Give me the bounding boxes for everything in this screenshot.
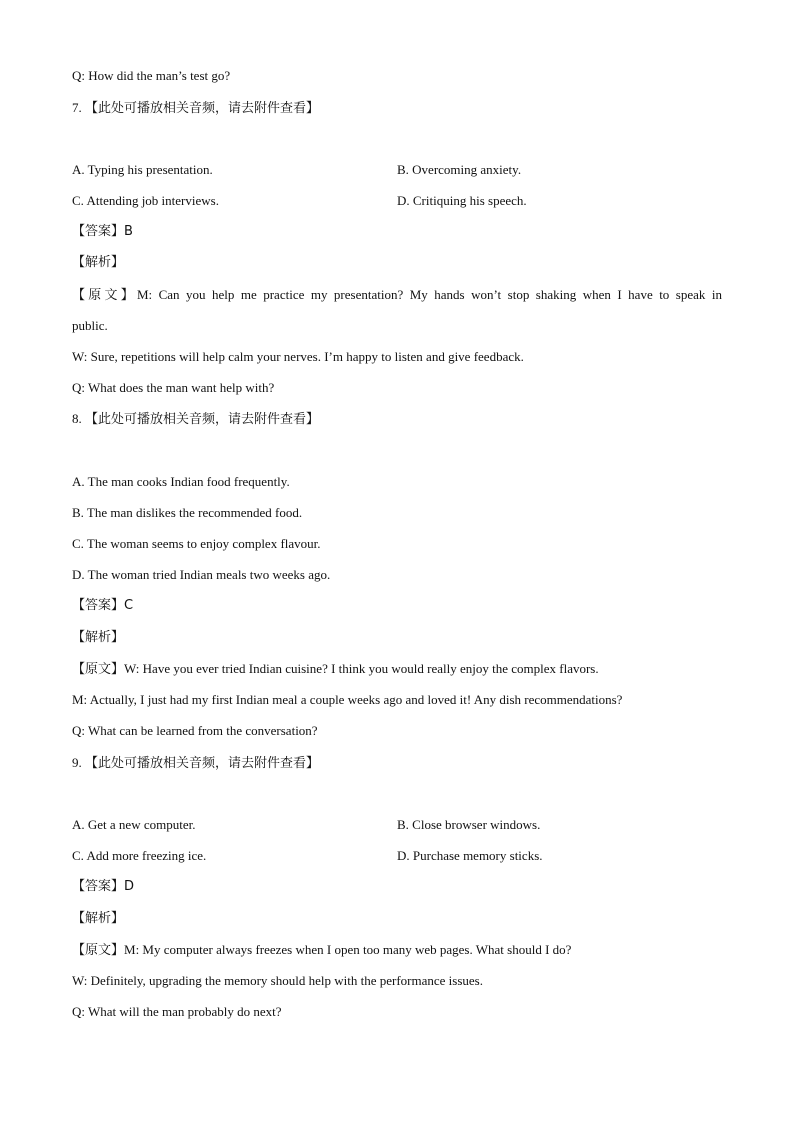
transcript-line — [72, 941, 571, 960]
analysis-label: 【解析】 — [72, 255, 125, 270]
option-c: C. Add more freezing ice. — [72, 848, 207, 863]
audio-placeholder-link[interactable]: 【此处可播放相关音频，请去附件查看】 — [85, 756, 320, 771]
analysis-label: 【解析】 — [72, 630, 125, 645]
question-number: 7. — [72, 100, 82, 115]
option-c: C. The woman seems to enjoy complex flavour. — [72, 536, 321, 551]
answer-label: 【答案】B — [72, 224, 133, 239]
question-9-header — [72, 754, 319, 773]
question-7-header — [72, 99, 319, 118]
transcript-text: W: Have you ever tried Indian cuisine? I think you would really enjoy the complex flavors. — [124, 661, 599, 676]
option-d: D. Purchase memory sticks. — [397, 848, 543, 863]
transcript-label: 【原文】 — [72, 288, 137, 303]
option-b: B. The man dislikes the recommended food. — [72, 505, 303, 520]
transcript-line: W: Definitely, upgrading the memory should help with the performance issues. — [72, 973, 483, 988]
option-a: A. Typing his presentation. — [72, 162, 213, 177]
transcript-label: 【原文】 — [72, 662, 125, 677]
question-text: Q: What does the man want help with? — [72, 380, 275, 395]
question-text: Q: What can be learned from the conversation? — [72, 723, 318, 738]
audio-placeholder-link[interactable]: 【此处可播放相关音频，请去附件查看】 — [85, 101, 320, 116]
option-d: D. Critiquing his speech. — [397, 193, 527, 208]
option-c: C. Attending job interviews. — [72, 193, 219, 208]
option-b: B. Close browser windows. — [397, 817, 541, 832]
analysis-label: 【解析】 — [72, 911, 125, 926]
transcript-line: M: Actually, I just had my first Indian meal a couple weeks ago and loved it! Any dish recommendations? — [72, 692, 623, 707]
transcript-text: M: My computer always freezes when I open too many web pages. What should I do? — [124, 942, 572, 957]
transcript-line: W: Sure, repetitions will help calm your nerves. I’m happy to listen and give feedback. — [72, 349, 524, 364]
audio-placeholder-link[interactable]: 【此处可播放相关音频，请去附件查看】 — [85, 412, 320, 427]
transcript-line — [72, 660, 599, 679]
transcript-line-continued: public. — [72, 318, 108, 333]
option-d: D. The woman tried Indian meals two weeks ago. — [72, 567, 331, 582]
option-b: B. Overcoming anxiety. — [397, 162, 522, 177]
previous-question: Q: How did the man’s test go? — [72, 68, 231, 83]
question-text: Q: What will the man probably do next? — [72, 1004, 282, 1019]
option-a: A. The man cooks Indian food frequently. — [72, 474, 290, 489]
answer-label: 【答案】D — [72, 879, 135, 894]
question-number: 8. — [72, 411, 82, 426]
transcript-label: 【原文】 — [72, 943, 125, 958]
transcript-text: M: Can you help me practice my presentation? My hands won’t stop shaking when I have to speak in — [136, 287, 722, 302]
option-a: A. Get a new computer. — [72, 817, 196, 832]
transcript-line — [72, 286, 722, 305]
answer-label: 【答案】C — [72, 598, 134, 613]
question-8-header — [72, 410, 319, 429]
question-number: 9. — [72, 755, 82, 770]
